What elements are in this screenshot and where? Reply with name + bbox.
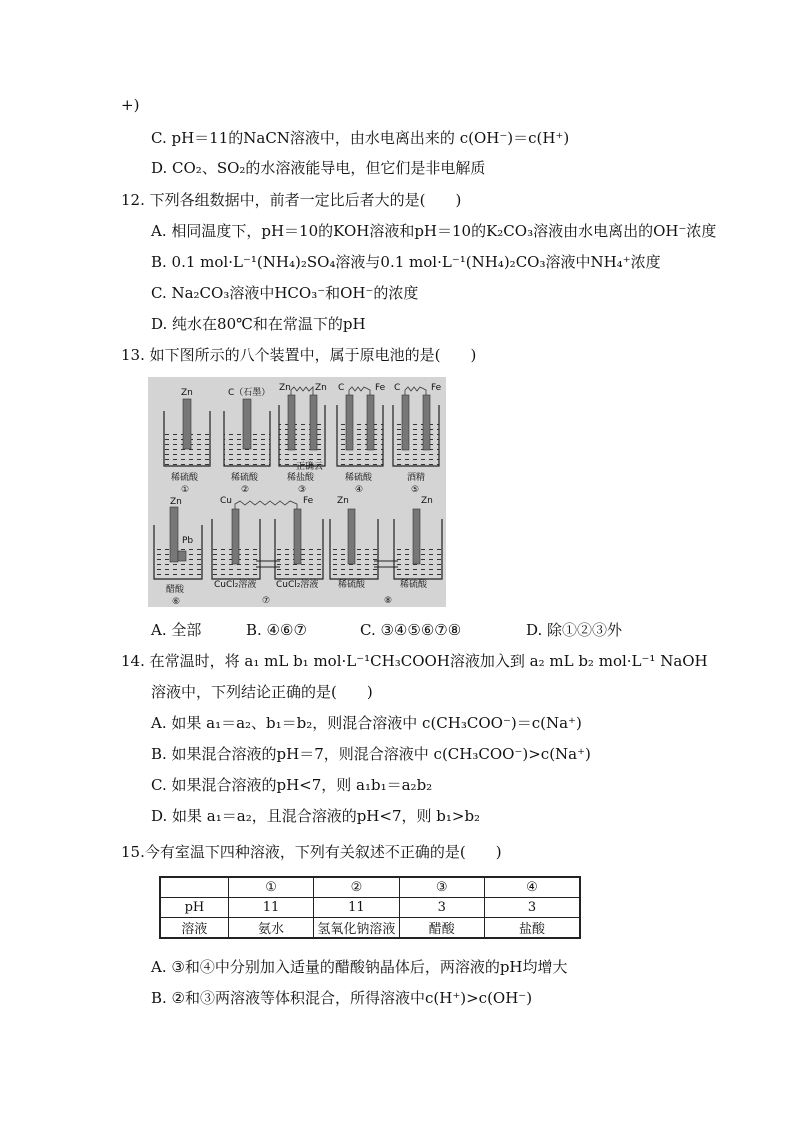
table-cell: 溶液 bbox=[160, 918, 228, 939]
apparatus-number: ③ bbox=[298, 485, 307, 495]
solution-label-left: 稀硫酸 bbox=[338, 580, 366, 590]
electrode-label: Zn bbox=[421, 496, 433, 506]
table-cell: 氨水 bbox=[228, 918, 313, 939]
apparatus-3 bbox=[279, 383, 327, 495]
q11-option-d: D. CO₂、SO₂的水溶液能导电，但它们是非电解质 bbox=[151, 159, 486, 177]
q14-option-d: D. 如果 a₁＝a₂，且混合溶液的pH<7，则 b₁>b₂ bbox=[151, 807, 481, 825]
solution-label-right: CuCl₂溶液 bbox=[276, 580, 319, 590]
q14-stem-line2: 溶液中，下列结论正确的是( ) bbox=[151, 683, 373, 701]
electrode-label: Zn bbox=[181, 388, 193, 398]
q14-stem-line1: 14. 在常温时，将 a₁ mL b₁ mol·L⁻¹CH₃COOH溶液加入到 a₂ mL b₂ mol·L⁻¹ NaOH bbox=[121, 652, 708, 670]
apparatus-number: ④ bbox=[355, 485, 364, 495]
q12-option-d: D. 纯水在80℃和在常温下的pH bbox=[151, 315, 366, 333]
table-cell: ① bbox=[228, 877, 313, 898]
solution-label: 酒精 bbox=[407, 473, 426, 483]
q11-option-c: C. pH＝11的NaCN溶液中，由水电离出来的 c(OH⁻)＝c(H⁺) bbox=[151, 129, 570, 147]
apparatus-4 bbox=[337, 383, 386, 495]
electrode-label: C（石墨） bbox=[228, 388, 271, 398]
electrode-label: Zn bbox=[337, 496, 349, 506]
solution-label: 醋酸 bbox=[166, 585, 185, 595]
table-header-row bbox=[160, 877, 580, 898]
table-cell: ② bbox=[314, 877, 399, 898]
electrode-label: C bbox=[394, 383, 401, 393]
table-cell: ④ bbox=[484, 877, 580, 898]
table-cell: 氢氧化钠溶液 bbox=[314, 918, 399, 939]
electrode-label: Fe bbox=[303, 496, 314, 506]
q14-option-b: B. 如果混合溶液的pH＝7，则混合溶液中 c(CH₃COO⁻)>c(Na⁺) bbox=[151, 745, 591, 763]
electrode-label: Zn bbox=[315, 383, 327, 393]
apparatus-number: ⑤ bbox=[411, 485, 420, 495]
q13-option-b: B. ④⑥⑦ bbox=[246, 621, 307, 639]
electrode-label: Fe bbox=[375, 383, 386, 393]
q13-option-c: C. ③④⑤⑥⑦⑧ bbox=[360, 621, 462, 639]
table-cell: 3 bbox=[399, 898, 484, 918]
apparatus-2 bbox=[224, 387, 270, 495]
continuation-text: +) bbox=[121, 96, 140, 114]
electrode-label: Cu bbox=[220, 496, 232, 506]
solution-label: 稀盐酸 bbox=[287, 473, 315, 483]
q13-option-d: D. 除①②③外 bbox=[526, 621, 623, 639]
solution-label-left: CuCl₂溶液 bbox=[214, 580, 257, 590]
table-row bbox=[160, 898, 580, 918]
apparatus-number: ② bbox=[241, 485, 250, 495]
solution-label: 稀硫酸 bbox=[171, 473, 199, 483]
electrode-label: C bbox=[338, 383, 345, 393]
table-cell: 11 bbox=[314, 898, 399, 918]
apparatus-5 bbox=[393, 383, 442, 495]
q15-option-b: B. ②和③两溶液等体积混合，所得溶液中c(H⁺)>c(OH⁻) bbox=[151, 989, 533, 1007]
solution-label-right: 稀硫酸 bbox=[400, 580, 428, 590]
q15-option-a: A. ③和④中分别加入适量的醋酸钠晶体后，两溶液的pH均增大 bbox=[151, 958, 568, 976]
apparatus-8 bbox=[330, 496, 442, 606]
solution-label: 稀硫酸 bbox=[345, 473, 373, 483]
electrode-label: Fe bbox=[431, 383, 442, 393]
apparatus-7 bbox=[212, 496, 323, 606]
table-row bbox=[160, 918, 580, 939]
q12-option-a: A. 相同温度下，pH＝10的KOH溶液和pH＝10的K₂CO₃溶液由水电离出的OH⁻浓度 bbox=[151, 222, 717, 240]
q13-stem: 13. 如下图所示的八个装置中，属于原电池的是( ) bbox=[121, 346, 477, 364]
table-cell: 3 bbox=[484, 898, 580, 918]
electrode-label: Pb bbox=[182, 536, 194, 546]
table-cell: 盐酸 bbox=[484, 918, 580, 939]
q12-stem: 12. 下列各组数据中，前者一定比后者大的是( ) bbox=[121, 191, 462, 209]
q13-option-a: A. 全部 bbox=[151, 621, 202, 639]
watermark-text: 正确云 bbox=[296, 462, 324, 472]
table-cell: pH bbox=[160, 898, 228, 918]
table-cell bbox=[160, 877, 228, 898]
apparatus-6 bbox=[154, 497, 202, 607]
electrochemistry-diagram bbox=[148, 377, 446, 607]
q14-option-c: C. 如果混合溶液的pH<7，则 a₁b₁＝a₂b₂ bbox=[151, 776, 433, 794]
q12-option-b: B. 0.1 mol·L⁻¹(NH₄)₂SO₄溶液与0.1 mol·L⁻¹(NH₄)₂CO₃溶液中NH₄⁺浓度 bbox=[151, 253, 661, 271]
electrode-label: Zn bbox=[279, 383, 291, 393]
table-cell: 11 bbox=[228, 898, 313, 918]
solution-label: 稀硫酸 bbox=[231, 473, 259, 483]
q15-solutions-table bbox=[159, 876, 581, 939]
table-cell: ③ bbox=[399, 877, 484, 898]
q12-option-c: C. Na₂CO₃溶液中HCO₃⁻和OH⁻的浓度 bbox=[151, 284, 419, 302]
q15-stem: 15.今有室温下四种溶液，下列有关叙述不正确的是( ) bbox=[121, 843, 502, 861]
apparatus-number: ⑧ bbox=[384, 596, 393, 606]
apparatus-1 bbox=[164, 388, 210, 495]
apparatus-number: ⑥ bbox=[172, 597, 181, 607]
q14-option-a: A. 如果 a₁＝a₂、b₁＝b₂，则混合溶液中 c(CH₃COO⁻)＝c(Na⁺) bbox=[151, 714, 582, 732]
apparatus-number: ① bbox=[181, 485, 190, 495]
table-cell: 醋酸 bbox=[399, 918, 484, 939]
electrode-label: Zn bbox=[170, 497, 182, 507]
apparatus-number: ⑦ bbox=[262, 596, 271, 606]
